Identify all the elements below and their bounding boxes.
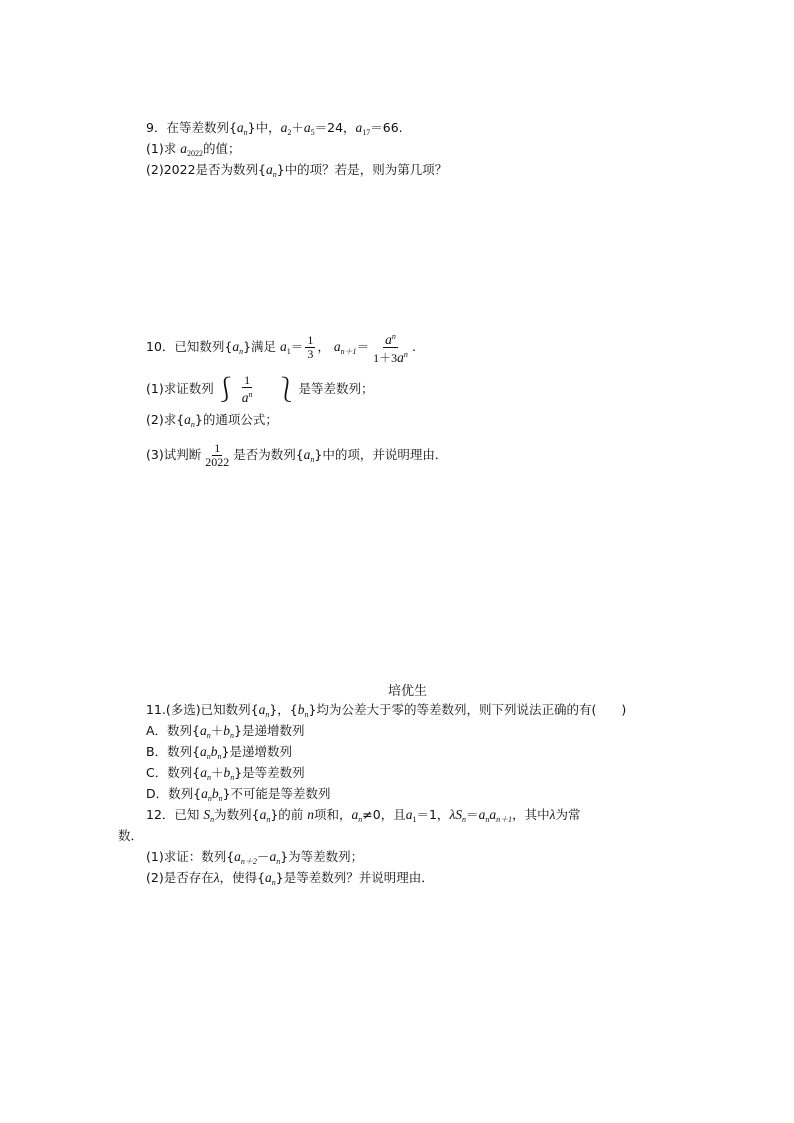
var-a: a — [265, 870, 272, 885]
var-a: a — [333, 339, 341, 354]
var-a: a — [355, 120, 363, 135]
var-lambda: λ — [549, 807, 556, 822]
sub-n: n — [266, 815, 271, 824]
q12-text: 已知 — [174, 807, 204, 822]
var-a: a — [259, 807, 267, 822]
q9-text: }中的项？若是，则为第几项？ — [276, 162, 448, 177]
q10-text: 是等差数列； — [298, 381, 374, 396]
sub-n: n — [190, 420, 195, 429]
var-b: b — [223, 765, 231, 780]
var-a: a — [269, 849, 277, 864]
option-text: B．数列{ — [146, 744, 201, 759]
sub-n: n — [206, 731, 211, 740]
q9-text: 在等差数列{ — [166, 120, 237, 135]
q11-option-c — [146, 765, 305, 786]
sub-n: n — [230, 773, 235, 782]
q12-text: 数． — [118, 828, 144, 843]
denominator-text: 1＋3 — [373, 351, 398, 365]
sup-n: n — [391, 332, 396, 341]
q12-text: ，使得{ — [219, 870, 266, 885]
fraction-numerator: 1 — [307, 333, 314, 347]
q12-text: (2)是否存在 — [146, 870, 214, 885]
q12-text: ≠0，且 — [362, 807, 406, 822]
q12-text: 为常 — [555, 807, 581, 822]
var-a: a — [405, 807, 413, 822]
option-text: A．数列{ — [146, 723, 201, 738]
fraction-denominator: 2022 — [205, 455, 230, 469]
var-a: a — [280, 120, 288, 135]
fraction-one-third — [305, 334, 315, 361]
plus-sign: ＋ — [210, 723, 224, 738]
q10-text: }的通项公式； — [194, 412, 278, 427]
q9-text: ＝66. — [370, 120, 403, 135]
sub-n: n — [239, 347, 244, 356]
q9-stem — [146, 120, 403, 141]
sub-2022: 2022 — [186, 149, 203, 158]
sub-n: n — [206, 773, 211, 782]
q10-text: ＝ — [290, 339, 304, 354]
sub-n: n — [304, 710, 309, 719]
q10-text: . — [411, 339, 416, 354]
var-a: a — [280, 339, 287, 354]
q12-text: }是等差数列？并说明理由． — [275, 870, 434, 885]
q10-text: ＝ — [356, 339, 370, 354]
q10-text: 是否为数列{ — [233, 447, 304, 462]
q12-text: }为等差数列； — [280, 849, 364, 864]
var-a: a — [201, 786, 208, 801]
q10-part3 — [146, 438, 447, 477]
sub-n: n — [207, 794, 212, 803]
sub-n: n — [310, 455, 315, 464]
q12-text: 为数列{ — [214, 807, 260, 822]
right-brace: ⎱ — [274, 375, 299, 404]
q9-text: }中， — [247, 120, 281, 135]
q10-text: 已知数列{ — [174, 339, 233, 354]
var-lambda: λ — [449, 807, 456, 822]
q11-text: 11.(多选)已知数列{ — [146, 702, 259, 717]
sub-1: 1 — [286, 347, 291, 356]
fraction-recurrence — [371, 330, 410, 365]
q10-text: }满足 — [243, 339, 277, 354]
q12-text: ，其中 — [512, 807, 550, 822]
sub-n: n — [217, 752, 222, 761]
fraction-numerator — [383, 330, 398, 348]
q12-text: (1)求证：数列{ — [146, 849, 235, 864]
fraction-denominator — [371, 348, 410, 365]
fraction-denominator: 3 — [307, 347, 314, 361]
q12-text: ＝1， — [416, 807, 450, 822]
var-b: b — [223, 723, 231, 738]
sub-n: n — [230, 731, 235, 740]
option-text: C．数列{ — [146, 765, 201, 780]
q12-number: 12． — [146, 807, 175, 822]
sub-n: n — [206, 752, 211, 761]
q10-stem — [146, 330, 416, 369]
fraction-1-over-2022 — [203, 442, 231, 469]
sub-n: n — [265, 710, 270, 719]
q9-part1 — [146, 141, 240, 162]
q9-text: (1)求 — [146, 141, 181, 156]
sub-n-plus-2: n＋2 — [240, 857, 257, 866]
q9-part2 — [146, 162, 447, 183]
var-a: a — [265, 162, 273, 177]
var-S: S — [203, 807, 211, 822]
var-a: a — [241, 390, 249, 405]
q12-part1 — [146, 849, 363, 870]
q10-part1 — [146, 372, 373, 406]
sub-2: 2 — [287, 128, 292, 137]
var-a: a — [478, 807, 486, 822]
var-a: a — [180, 141, 187, 156]
var-a: a — [351, 807, 359, 822]
minus-sign: － — [256, 849, 270, 864]
section-heading: 培优生 — [388, 684, 428, 699]
sub-n-plus-1: n＋1 — [496, 815, 513, 824]
plus-sign: ＋ — [291, 120, 304, 135]
q10-part2 — [146, 412, 278, 433]
sup-n: n — [248, 390, 253, 399]
var-b: b — [297, 702, 305, 717]
q10-text: ， — [317, 339, 330, 354]
q11-text: }，{ — [269, 702, 298, 717]
sub-n: n — [358, 815, 363, 824]
var-a: a — [385, 332, 392, 347]
fraction-numerator: 1 — [214, 441, 221, 455]
var-a: a — [200, 765, 207, 780]
sub-n: n — [271, 878, 276, 887]
var-a: a — [234, 849, 241, 864]
q10-text: (3)试判断 — [146, 447, 202, 462]
option-text: }是递增数列 — [221, 744, 292, 759]
sub-n: n — [276, 857, 281, 866]
q9-text: ＝24， — [314, 120, 356, 135]
option-text: }是等差数列 — [234, 765, 305, 780]
q9-text: (2)2022是否为数列{ — [146, 162, 266, 177]
q10-text: (1)求证数列 — [146, 381, 214, 396]
var-lambda: λ — [213, 870, 220, 885]
var-a: a — [200, 723, 207, 738]
q10-text: (2)求{ — [146, 412, 185, 427]
var-n: n — [307, 807, 315, 822]
sup-n: n — [403, 350, 408, 359]
sub-n: n — [462, 815, 467, 824]
var-a: a — [303, 120, 311, 135]
option-text: }是递增数列 — [234, 723, 305, 738]
fraction-reciprocal — [240, 374, 255, 405]
var-a: a — [236, 120, 244, 135]
q12-part2 — [146, 870, 434, 891]
sub-17: 17 — [362, 128, 371, 137]
q11-option-d — [146, 786, 331, 807]
var-a: a — [303, 447, 311, 462]
option-text: D．数列{ — [146, 786, 202, 801]
q11-text: }均为公差大于零的等差数列，则下列说法正确的有( ) — [308, 702, 627, 717]
q11-stem — [146, 702, 626, 723]
var-a: a — [258, 702, 266, 717]
option-text: }不可能是等差数列 — [222, 786, 331, 801]
sub-n: n — [218, 794, 223, 803]
var-a: a — [232, 339, 240, 354]
q12-stem-cont — [118, 828, 143, 844]
sub-n-plus-1: n＋1 — [340, 347, 357, 356]
q9-number: 9． — [146, 120, 167, 135]
sub-n: n — [210, 815, 215, 824]
sub-n: n — [272, 170, 277, 179]
q12-stem — [146, 807, 580, 828]
sub-1: 1 — [412, 815, 417, 824]
q12-text: }的前 — [270, 807, 308, 822]
sub-n: n — [243, 128, 248, 137]
fraction-numerator: 1 — [244, 373, 251, 387]
var-b: b — [211, 786, 219, 801]
q9-text: 的值； — [202, 141, 241, 156]
plus-sign: ＋ — [210, 765, 224, 780]
var-a: a — [397, 350, 404, 365]
q12-text: ＝ — [466, 807, 479, 822]
q12-text: 项和， — [314, 807, 352, 822]
q11-option-b — [146, 744, 292, 765]
q10-text: }中的项，并说明理由． — [314, 447, 448, 462]
q10-number: 10． — [146, 339, 175, 354]
left-brace: ⎰ — [213, 375, 238, 404]
var-S: S — [455, 807, 463, 822]
var-a: a — [184, 412, 191, 427]
var-b: b — [210, 744, 218, 759]
sub-n: n — [485, 815, 490, 824]
sub-5: 5 — [310, 128, 315, 137]
var-a: a — [200, 744, 207, 759]
var-a: a — [489, 807, 497, 822]
q11-option-a — [146, 723, 304, 744]
fraction-denominator — [240, 388, 255, 405]
